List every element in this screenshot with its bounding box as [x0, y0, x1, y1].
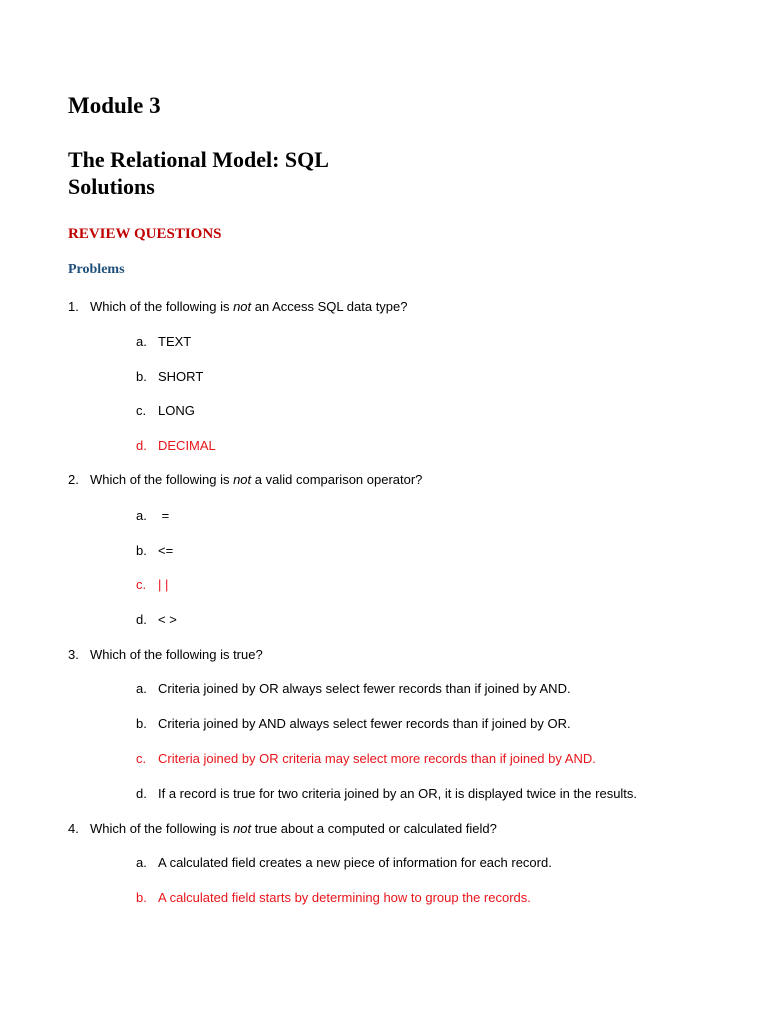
- module-title: Module 3: [68, 93, 161, 118]
- option-text: Criteria joined by OR criteria may select more records than if joined by AND.: [158, 751, 596, 766]
- emphasis-text: not: [233, 472, 252, 487]
- option-text: A calculated field creates a new piece of information for each record.: [158, 855, 552, 870]
- option-text: SHORT: [158, 369, 204, 384]
- option-letter: a.: [136, 681, 147, 696]
- question-number: 3.: [68, 647, 79, 662]
- option-text: <=: [158, 543, 174, 558]
- option-letter: a.: [136, 855, 147, 870]
- question-number: 4.: [68, 821, 79, 836]
- question-text: Which of the following is true?: [90, 647, 263, 662]
- option-text: DECIMAL: [158, 438, 216, 453]
- option-text: =: [158, 508, 170, 523]
- option-letter: b.: [136, 543, 147, 558]
- emphasis-text: not: [233, 821, 252, 836]
- option-letter: d.: [136, 438, 147, 453]
- option-text: LONG: [158, 403, 195, 418]
- document-title-line-1: The Relational Model: SQL: [68, 147, 329, 172]
- option-text: If a record is true for two criteria joined by an OR, it is displayed twice in the results.: [158, 786, 638, 801]
- question-text: Which of the following is not a valid comparison operator?: [90, 472, 423, 487]
- option-letter: c.: [136, 751, 147, 766]
- option-letter: b.: [136, 369, 147, 384]
- option-text: Criteria joined by OR always select fewer records than if joined by AND.: [158, 681, 571, 696]
- option-letter: b.: [136, 890, 147, 905]
- question-number: 2.: [68, 472, 79, 487]
- question-number: 1.: [68, 299, 79, 314]
- option-letter: c.: [136, 577, 147, 592]
- document-title: [68, 146, 329, 200]
- subsection-heading: Problems: [68, 262, 125, 277]
- section-heading: REVIEW QUESTIONS: [68, 226, 222, 242]
- emphasis-text: not: [233, 299, 252, 314]
- document-title-line-2: Solutions: [68, 174, 155, 199]
- option-letter: d.: [136, 612, 147, 627]
- option-text: A calculated field starts by determining how to group the records.: [158, 890, 531, 905]
- option-text: Criteria joined by AND always select fewer records than if joined by OR.: [158, 716, 571, 731]
- option-letter: c.: [136, 403, 147, 418]
- option-letter: a.: [136, 508, 147, 523]
- option-letter: d.: [136, 786, 147, 801]
- option-letter: b.: [136, 716, 147, 731]
- option-text: | |: [158, 577, 169, 592]
- option-text: TEXT: [158, 334, 192, 349]
- question-text: Which of the following is not true about a computed or calculated field?: [90, 821, 497, 836]
- option-text: < >: [158, 612, 177, 627]
- question-text: Which of the following is not an Access SQL data type?: [90, 299, 408, 314]
- option-letter: a.: [136, 334, 147, 349]
